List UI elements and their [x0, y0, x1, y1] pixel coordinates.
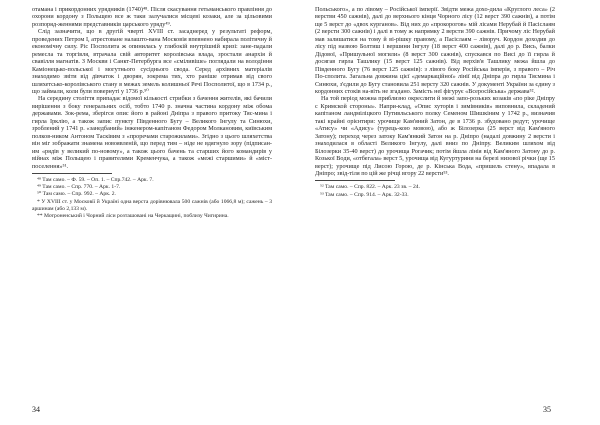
right-footnotes — [315, 184, 555, 198]
footnote-divider — [315, 180, 395, 181]
page-number-left: 34 — [32, 405, 40, 414]
footnote: ⁵³ Там само. – Спр. 914. – Арк. 32-33. — [320, 191, 409, 198]
page-number-right: 35 — [543, 405, 551, 414]
left-paragraph-1: отамана і прикордонних урядників (1740)⁴⁸. Після скасування гетьманського правління до охорони кордону з Польщею все ж таки залучалися місцеві козаки, але за цільовими розпоряд-женнями представників царського уряду⁴⁹. — [32, 6, 272, 28]
footnote: ⁴⁸ Там само. – Ф. 59. – Оп. 1. – Спр.742. – Арк. 7. — [37, 176, 154, 183]
right-page — [315, 6, 555, 199]
footnote: ** Мотроненський і Чорний ліси розташовані на Черкащині, поблизу Чигирина. — [37, 212, 229, 219]
left-paragraph-2: Слід зазначити, що в другій чверті XVIII ст. засаднеред у результаті реформ, проведених Петром I, атрестоване налашто-вана Московія впевнено набирала політичну й економічну силу. Pic Посполита ж опинилась у глибокій внутрішній кризі: зане-падали ремесла та торгівля, втрачала свій авторитет королівська влада, зростали анархія й свавілля магнатів. З Москви і Санкт-Петербурга все «сміливіше» поглядали на володіння Каміонецько-польської і могутнього сусіднього свода. Серед архівних матеріалів знаходимо звіти від дівчаток і дворян, зокрема тих, хто раніше отримав від свого шляхетсько-королівського стану в межах земель колишньої Речі Посполитої, що в 1734 р., що займали, коли були повернуті у 1736 р.⁵⁰ — [32, 28, 272, 95]
left-page — [32, 6, 272, 220]
left-footnotes — [32, 177, 272, 220]
right-paragraph-2: На той період можна приблизно окреслити й межі запо-розьких козаків «по ріке Дніпру с Кримской стороны». Напри-клад, «Опис хуторів і зимівників» виповнила, складений капітаном ландміліцкого Путивльського полку Семеном Шишкіним у 1742 р., визначив такі крайні орієнтири: урочище Кам'яний Затон, де в 1736 р. збудовано редут; урочище «Атису» чи «Адису» (турець-кою мовою), або ж Білозерка (25 верст від Кам'яного Затону); переход через затоку Кам'янкий Затон на р. Дніпро (надалі довжину 2 версти і знаходилася в області Великого Інгулу, далі вниз по Дніпру. Великим шляхом від Білозерки 35-40 верст) до урочища Рогачик; потім йшла лінія від Кам'яного Затону до р. Козької Води, «отбегала» верст 5, урочища від Кугуртурини на березі низової річки (ще 15 верст); урочище під Лисою Горою, де р. Кінська Вода, «пришель стену», впадала в Дніпро; звід-тіля по цій же річці вгору 22 версти⁵³. — [315, 95, 555, 177]
right-paragraph-1: Польського», а по лівому – Російської імперії. Звідти межа дохо-дила «Круглого леса» (2 верстви 450 сажнів), далі до верхнього кінця Чорного лісу (12 верст 390 сажнів), а потім ще 5 верст до «двох курганов». Від них до «прокорогов» мій лісами Нерубай й Пасіслаям (2 версти 300 сажнів) і далі в тому ж напрямку 2 версти 390 сажнів. Причому ліс Нерубай мав залишатися на тому й ві-рішку правому, а Пасіслаям – ліворуч. Кордон доходив до лісу під назвою Болтиш і вершини Інгулу (18 верст 400 сажнів), далі до р. Вись, балки Дідової, «Пришульної могили» (8 верст 300 сажнів), спускався по Висі до її гирла й досягав гирла Ташлику (15 верст 125 сажнів). Від верхів'я Ташлику межа йшла до Південного Бугу (76 верст 125 сажнів): з лівого боку Російська імперія, з правого – Річ По-сполита. Загальна довжина цієї «демаркаційної» лінії від Дніпра до гирла Тясмина і Синюхи, з'єдили до Бугу становила 251 версту 320 сажнів. У документі України за єдину з кордонних стоків на-віть не згадано. Замість неї фігурує «Всеросійська» держава⁵². — [315, 6, 555, 95]
footnote: ⁵² Там само. – Спр. 822. – Арк. 23 зв. – 24. — [320, 184, 420, 191]
footnote: ⁴⁹ Там само. – Спр. 770. – Арк. 1-7. — [37, 184, 121, 191]
left-paragraph-3: На середину століття припадає відомої кількості стрибки з бачення жителів, які бачили вирішення з боку генеральних осіб, тобто 1740 р. значна частина кордону між обома державами. Зок-рема, зберігся опис його в районі Дніпра з правого притоку Тяс-мина і гирла Ірклію, а також запис пункту Південного Бугу – Великого Інгулу та Синюхи, зроблений у 1741 р. «занедбаний» інженером-капітаном Федором Молкановим, київським полков-ником Антоном Тасківим з «проречами старожилами». Згідно з цього шляхетства він міг зображати знамена новоявленій, що перед тим – ніде не вдягнуло зору (підписан-им «рядів у великий по-новому», а також цього бачень та старших його командирів у війнах між Польщею і правителями Кременчука, а також «межі старшими» й «міст-поселення»⁵¹. — [32, 95, 272, 170]
footnote-divider — [32, 173, 112, 174]
footnote: * У XVIII ст. у Московії й Україні одна верста дорівнювала 500 сажнів (або 1066,8 м); сажень – 3 аршинам (або 2,133 м). — [32, 198, 272, 212]
footnote: ⁵⁰ Там само. – Спр. 992. – Арк. 2. — [37, 191, 116, 198]
